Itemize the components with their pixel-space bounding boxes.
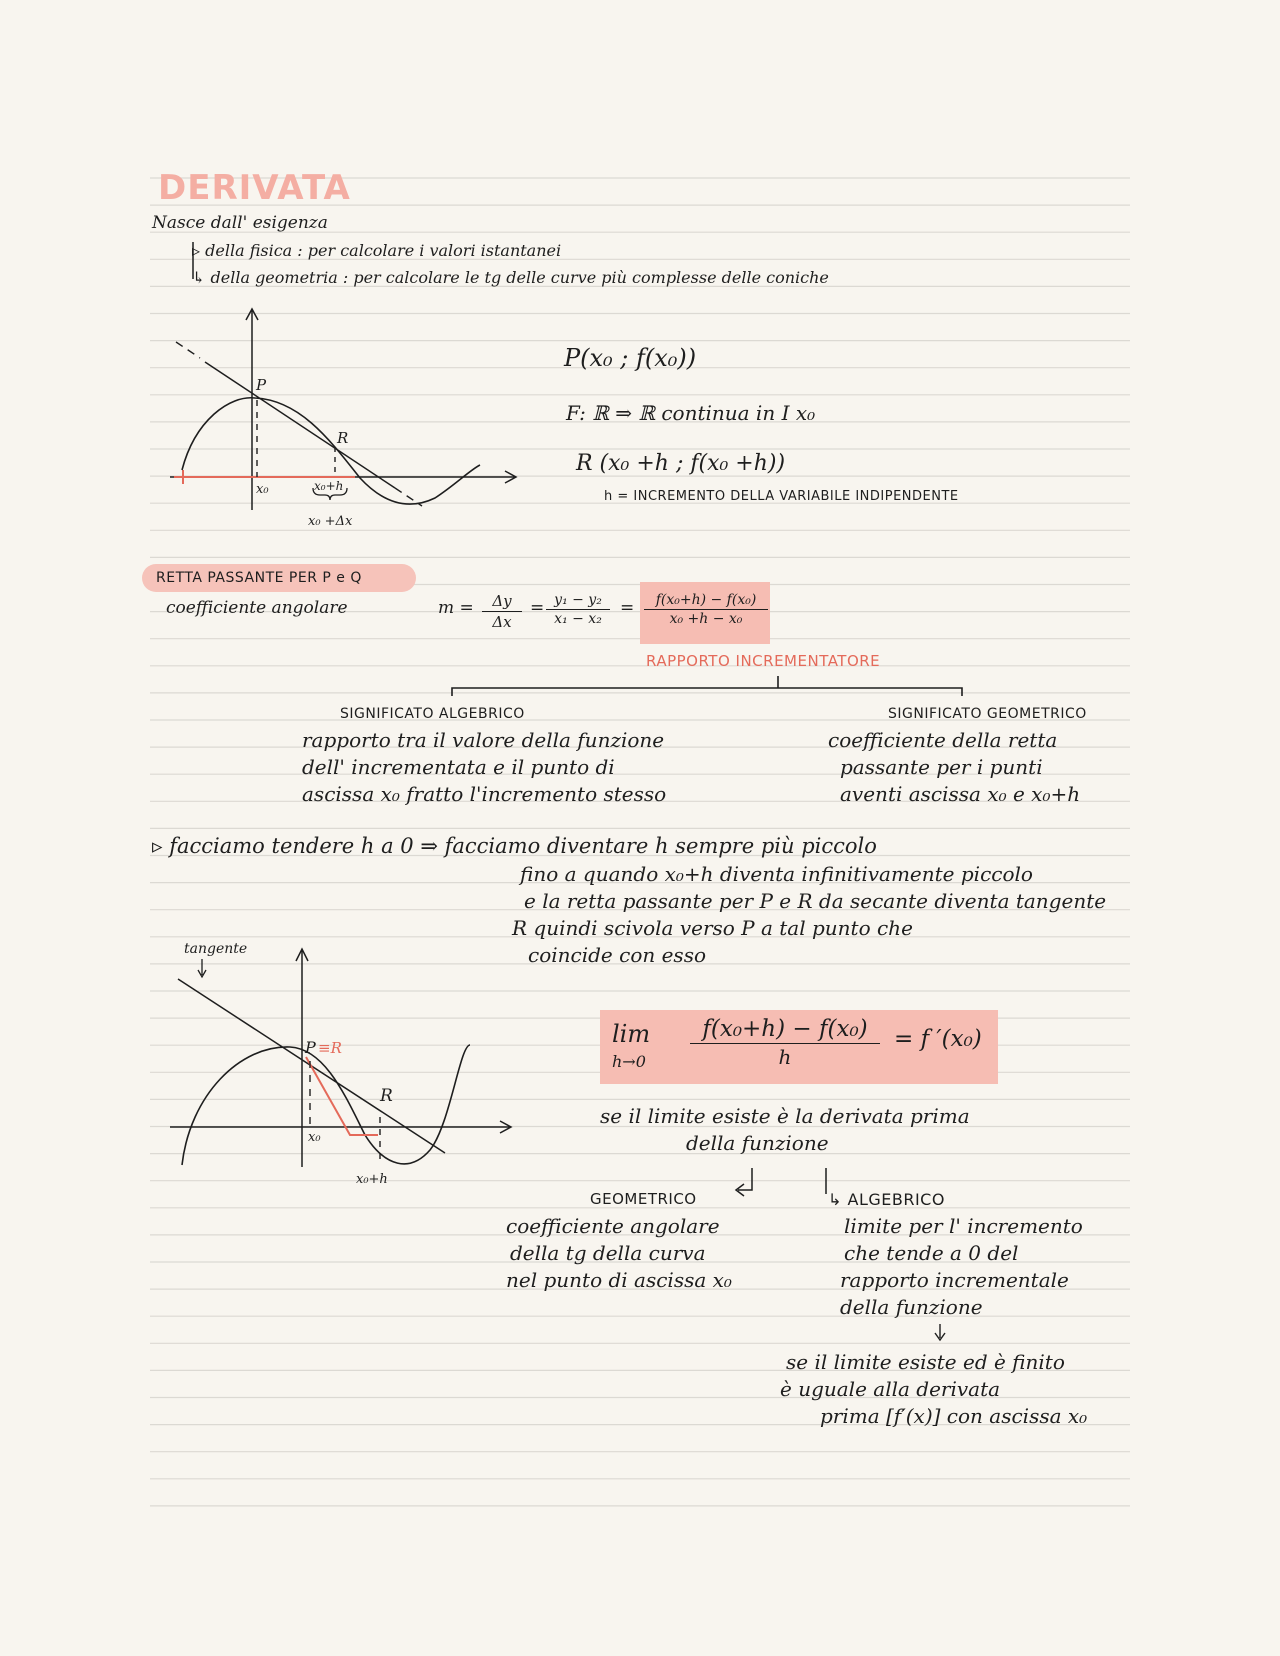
label-tangente: tangente (184, 941, 248, 957)
limit-fraction (690, 1016, 880, 1069)
geo-line-1: coefficiente della retta (828, 728, 1058, 752)
final-line-2: è uguale alla derivata (780, 1377, 1001, 1401)
derivata-alg-line-2: che tende a 0 del (844, 1241, 1019, 1265)
alg-line-3: ascissa x₀ fratto l'incremento stesso (302, 782, 667, 806)
y-x-fraction (546, 592, 610, 627)
lim-sub: h→0 (612, 1052, 646, 1071)
dx: Δx (492, 613, 512, 631)
derivata-alg-title: ↳ ALGEBRICO (828, 1190, 945, 1209)
f-num: f(x₀+h) − f(x₀) (644, 592, 768, 610)
label-x0-2: x₀ (308, 1130, 321, 1145)
label-x0dx: x₀ +Δx (308, 514, 353, 529)
y-num: y₁ − y₂ (546, 592, 610, 610)
equals-3: = (620, 598, 635, 618)
label-r: R (337, 429, 349, 447)
derivata-alg-line-4: della funzione (840, 1295, 983, 1319)
secant-graph (160, 300, 530, 540)
f-den: x₀ +h − x₀ (669, 611, 743, 627)
retta-label: RETTA PASSANTE PER P e Q (156, 570, 362, 586)
intro-line-physics: ▹ della fisica : per calcolare i valori istantanei (192, 241, 562, 260)
intro-line-geometry: ↳ della geometria : per calcolare le tg delle curve più complesse delle coniche (192, 268, 829, 287)
derivata-alg-line-1: limite per l' incremento (844, 1214, 1083, 1238)
r-point-def: R (x₀ +h ; f(x₀ +h)) (576, 451, 786, 476)
lim-label: lim (612, 1020, 651, 1048)
label-eqr: ≡R (318, 1039, 342, 1057)
limit-result: = f ′(x₀) (894, 1026, 982, 1052)
f-def: F: ℝ ⇒ ℝ continua in I x₀ (566, 401, 816, 425)
geo-line-3: aventi ascissa x₀ e x₀+h (840, 782, 1081, 806)
tendere-line-1: fino a quando x₀+h diventa infinitivamente piccolo (520, 862, 1033, 886)
derivata-line-1: se il limite esiste è la derivata prima (600, 1104, 970, 1128)
derivata-alg-line-3: rapporto incrementale (840, 1268, 1069, 1292)
secant-line (205, 362, 395, 488)
p-point-def: P(x₀ ; f(x₀)) (564, 344, 697, 372)
alg-title: SIGNIFICATO ALGEBRICO (340, 706, 525, 722)
m-equals: m = (438, 598, 474, 618)
tendere-line-3: R quindi scivola verso P a tal punto che (512, 916, 913, 940)
tendere-line-4: coincide con esso (528, 943, 706, 967)
page-title: DERIVATA (158, 168, 351, 208)
tendere-line-2: e la retta passante per P e R da secante diventa tangente (524, 889, 1107, 913)
derivata-geo-title: GEOMETRICO (590, 1190, 697, 1208)
coefficiente-label: coefficiente angolare (166, 598, 348, 618)
label-r2: R (380, 1086, 393, 1106)
geo-title: SIGNIFICATO GEOMETRICO (888, 706, 1087, 722)
label-p: P (256, 376, 267, 394)
x-den: x₁ − x₂ (554, 611, 602, 627)
derivata-geo-line-1: coefficiente angolare (506, 1214, 720, 1238)
dy-dx-fraction (482, 592, 522, 631)
label-p2: P (305, 1038, 316, 1057)
tangent-graph (160, 935, 530, 1185)
h-def: h = INCREMENTO DELLA VARIABILE INDIPENDENTE (604, 489, 959, 504)
final-line-3: prima [f′(x)] con ascissa x₀ (820, 1404, 1088, 1428)
limit-den: h (778, 1045, 792, 1069)
derivata-geo-line-3: nel punto di ascissa x₀ (506, 1268, 732, 1292)
f-fraction (644, 592, 768, 627)
final-line-1: se il limite esiste ed è finito (786, 1350, 1065, 1374)
intro-line-1: Nasce dall' esigenza (152, 213, 328, 233)
equals-2: = (530, 598, 545, 618)
label-x0: x₀ (256, 482, 269, 497)
derivata-line-2: della funzione (686, 1131, 829, 1155)
dy: Δy (482, 592, 522, 612)
alg-line-2: dell' incrementata e il punto di (302, 755, 615, 779)
rapporto-incrementatore: RAPPORTO INCREMENTATORE (646, 652, 881, 670)
geo-line-2: passante per i punti (840, 755, 1043, 779)
alg-line-1: rapporto tra il valore della funzione (302, 728, 665, 752)
derivata-geo-line-2: della tg della curva (510, 1241, 706, 1265)
label-x0h-2: x₀+h (356, 1172, 388, 1187)
tangente-arrow-icon (198, 959, 206, 977)
function-curve-2 (182, 1045, 470, 1165)
label-x0h: x₀+h (314, 479, 344, 493)
limit-num: f(x₀+h) − f(x₀) (690, 1016, 880, 1044)
derivata-arrows (0, 0, 1, 1)
tendere-lead: ▹ facciamo tendere h a 0 ⇒ facciamo diventare h sempre più piccolo (152, 834, 877, 858)
